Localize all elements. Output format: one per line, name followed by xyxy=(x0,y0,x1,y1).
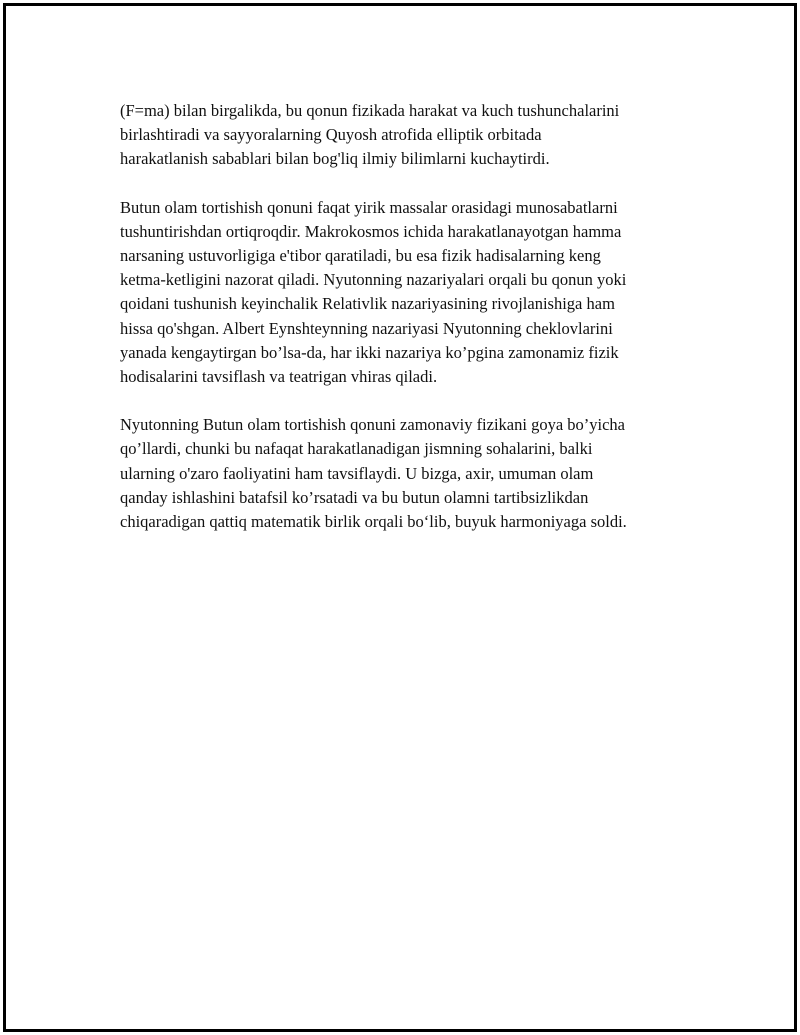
page-content xyxy=(120,99,700,558)
page-frame xyxy=(3,3,797,1032)
paragraph-1: (F=ma) bilan birgalikda, bu qonun fizikada harakat va kuch tushunchalarini birlashtiradi va sayyoralarning Quyosh atrofida elliptik orbitada harakatlanish sabablari bilan bog'liq ilmiy bilimlarni kuchaytirdi. xyxy=(120,101,620,169)
paragraph-3: Nyutonning Butun olam tortishish qonuni zamonaviy fizikani goya bo’yicha qo’llardi, chunki bu nafaqat harakatlanadigan jismning sohalarini, balki ularning o'zaro faoliyatini ham tavsiflaydi. U bizga, axir, umuman olam qanday ishlashini batafsil ko’rsatadi va bu butun olamni tartibsizlikdan chiqaradigan qattiq matematik birlik orqali bo‘lib, buyuk harmoniyaga soldi. xyxy=(120,415,627,532)
paragraph-2: Butun olam tortishish qonuni faqat yirik massalar orasidagi munosabatlarni tushuntirishdan ortiqroqdir. Makrokosmos ichida harakatlanayotgan hamma narsaning ustuvorligiga e'tibor qaratiladi, bu esa fizik hadisalarning keng ketma-ketligini nazorat qiladi. Nyutonning nazariyalari orqali bu qonun yoki qoidani tushunish keyinchalik Relativlik nazariyasining rivojlanishiga ham hissa qo'shgan. Albert Eynshteynning nazariyasi Nyutonning cheklovlarini yanada kengaytirgan bo’lsa-da, har ikki nazariya ko’pgina zamonamiz fizik hodisalarini tavsiflash va teatrigan vhiras qiladi. xyxy=(120,197,627,387)
